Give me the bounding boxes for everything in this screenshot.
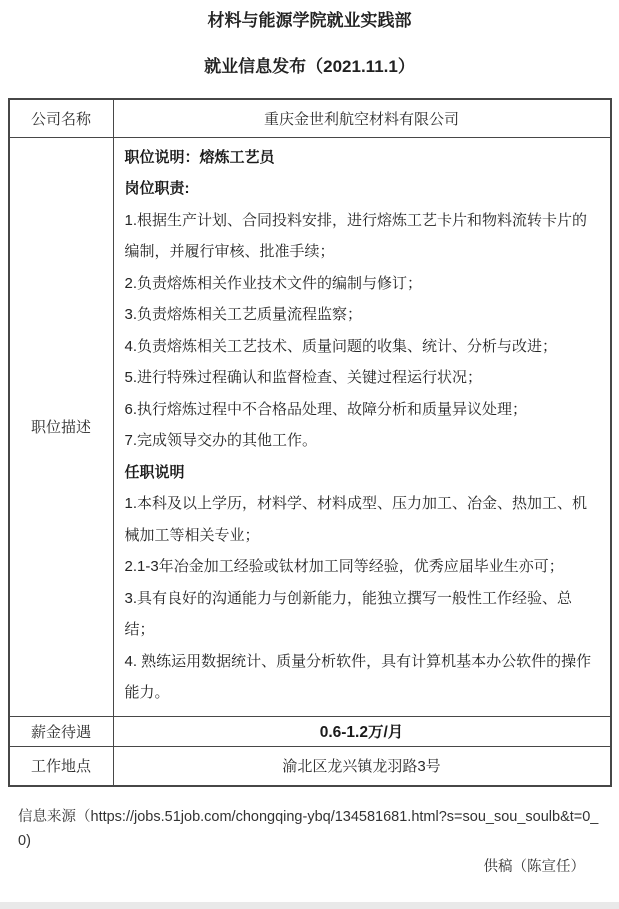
table-row [9,99,611,137]
description-paragraph: 任职说明 [124,463,185,481]
salary-label: 薪金待遇 [9,716,114,746]
info-table [8,98,612,787]
description-paragraph: 2.1-3年冶金加工经验或钛材加工同等经验，优秀应届毕业生亦可； [124,558,564,575]
bottom-strip [0,902,619,909]
description-paragraph: 职位说明：熔炼工艺员 [124,148,275,166]
description-paragraph: 4.负责熔炼相关工艺技术、质量问题的收集、统计、分析与改进； [124,337,558,355]
job-description-label: 职位描述 [9,137,114,716]
table-row [9,137,611,716]
footer-source: 信息来源（https://jobs.51job.com/chongqing-ybq/134581681.html?s=sou_sou_soulb&t=0_0) [18,809,599,849]
description-paragraph: 4. 熟练运用数据统计、质量分析软件，具有计算机基本办公软件的操作能力。 [124,652,592,701]
description-paragraph: 3.负责熔炼相关工艺质量流程监察； [124,306,363,323]
location-value: 渝北区龙兴镇龙羽路3号 [113,746,611,786]
table-row [9,746,611,786]
description-paragraph: 1.本科及以上学历，材料学、材料成型、压力加工、冶金、热加工、机械加工等相关专业； [124,495,588,544]
company-name-value: 重庆金世利航空材料有限公司 [113,99,611,137]
description-paragraph: 岗位职责: [124,180,190,197]
description-paragraph: 6.执行熔炼过程中不合格品处理、故障分析和质量异议处理； [124,400,528,418]
description-paragraph: 5.进行特殊过程确认和监督检查、关键过程运行状况； [124,369,483,386]
footer-contributor: 供稿（陈宣任） [483,859,585,875]
description-paragraph: 2.负责熔炼相关作业技术文件的编制与修订； [124,274,423,292]
job-description-content [113,137,611,716]
description-paragraph: 1.根据生产计划、合同投料安排，进行熔炼工艺卡片和物料流转卡片的编制，并履行审核、批准手续； [124,211,588,260]
description-paragraph: 3.具有良好的沟通能力与创新能力，能独立撰写一般性工作经验、总结； [124,589,573,638]
footer [18,805,607,879]
document-title: 材料与能源学院就业实践部 [207,11,412,30]
table-row [9,716,611,746]
location-label: 工作地点 [9,746,114,786]
description-paragraph: 7.完成领导交办的其他工作。 [124,432,318,449]
salary-value: 0.6-1.2万/月 [113,716,611,746]
document-subtitle: 就业信息发布（2021.11.1） [204,57,415,76]
company-name-label: 公司名称 [9,99,114,137]
